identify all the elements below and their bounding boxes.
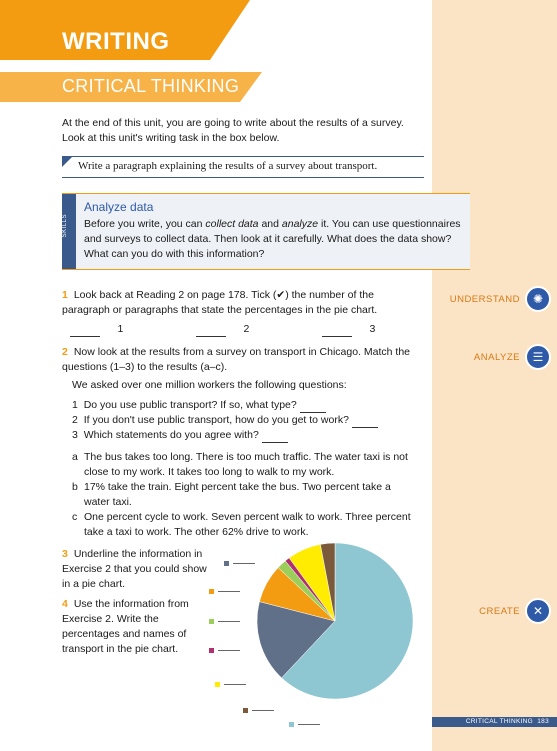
exercise-1 bbox=[62, 288, 422, 318]
question-text: Do you use public transport? If so, what type? bbox=[83, 399, 297, 411]
legend-swatch bbox=[215, 682, 220, 687]
tab-label: ANALYZE bbox=[473, 351, 520, 363]
tab-label: UNDERSTAND bbox=[449, 293, 520, 305]
survey-lead: We asked over one million workers the following questions: bbox=[72, 379, 347, 391]
exercise-1-options bbox=[70, 322, 430, 337]
pie-chart bbox=[255, 541, 415, 701]
exercise-text: Use the information from Exercise 2. Write the percentages and names of transport in the pie chart. bbox=[62, 598, 189, 655]
legend-blank[interactable] bbox=[218, 650, 240, 651]
option-label: 2 bbox=[243, 323, 250, 335]
survey-result bbox=[72, 450, 422, 480]
tick-blank[interactable] bbox=[196, 336, 226, 337]
question-number: 2 bbox=[72, 414, 78, 426]
skills-tab bbox=[62, 194, 76, 269]
exercise-number: 4 bbox=[62, 598, 68, 610]
legend-entry bbox=[224, 561, 255, 566]
margin-column bbox=[432, 0, 557, 751]
legend-entry bbox=[209, 648, 240, 653]
tab-analyze[interactable] bbox=[474, 345, 557, 369]
result-letter: c bbox=[72, 511, 78, 523]
question-number: 1 bbox=[72, 399, 78, 411]
exercise-text: Look back at Reading 2 on page 178. Tick (✔) the number of the paragraph or paragraphs that state the percentages in the pie chart. bbox=[62, 289, 378, 316]
option-label: 3 bbox=[369, 323, 376, 335]
triangle-marker-icon bbox=[62, 157, 72, 167]
subsection-title: CRITICAL THINKING bbox=[62, 76, 240, 96]
result-text: 17% take the train. Eight percent take the bus. Two percent take a water taxi. bbox=[84, 481, 391, 508]
exercise-number: 3 bbox=[62, 548, 68, 560]
legend-entry bbox=[209, 589, 240, 594]
question-number: 3 bbox=[72, 429, 78, 441]
legend-entry bbox=[289, 722, 320, 727]
skills-label: SKILLS bbox=[62, 214, 68, 238]
answer-blank[interactable] bbox=[262, 442, 288, 443]
skills-term-analyze: analyze bbox=[281, 218, 319, 230]
skills-body bbox=[84, 217, 462, 262]
tab-label: CREATE bbox=[479, 605, 520, 617]
brain-icon: ✺ bbox=[525, 286, 551, 312]
survey-result bbox=[72, 510, 424, 540]
legend-swatch bbox=[243, 708, 248, 713]
exercise-4 bbox=[62, 597, 212, 657]
footer-section: CRITICAL THINKING bbox=[465, 718, 534, 725]
result-text: The bus takes too long. There is too much traffic. The water taxi is not close to my work. It takes too long to walk to my work. bbox=[84, 451, 408, 478]
legend-blank[interactable] bbox=[252, 710, 274, 711]
skills-text: Before you write, you can bbox=[84, 218, 206, 230]
skills-text: it. You can use questionnaires and surveys to collect data. Then look at it carefully. What does the data show? What can you do with this information? bbox=[84, 218, 461, 260]
legend-blank[interactable] bbox=[218, 621, 240, 622]
exercise-text: Now look at the results from a survey on transport in Chicago. Match the questions (1–3) to the results (a–c). bbox=[62, 346, 410, 373]
survey-result bbox=[72, 480, 412, 510]
skills-box bbox=[62, 193, 470, 270]
survey-question bbox=[72, 398, 422, 413]
tab-create[interactable] bbox=[479, 599, 557, 623]
legend-blank[interactable] bbox=[224, 684, 246, 685]
legend-swatch bbox=[224, 561, 229, 566]
writing-task-text: Write a paragraph explaining the results of a survey about transport. bbox=[78, 160, 378, 172]
intro-paragraph: At the end of this unit, you are going to write about the results of a survey. Look at this unit's writing task in the box below. bbox=[62, 117, 404, 144]
legend-blank[interactable] bbox=[218, 591, 240, 592]
option-label: 1 bbox=[117, 323, 124, 335]
legend-swatch bbox=[289, 722, 294, 727]
writing-task-box bbox=[62, 156, 424, 178]
tick-blank[interactable] bbox=[322, 336, 352, 337]
survey-question bbox=[72, 413, 422, 428]
option-2 bbox=[196, 322, 322, 337]
document-analyze-icon: ☰ bbox=[525, 344, 551, 370]
skills-term-collect: collect data bbox=[205, 218, 259, 230]
exercise-3 bbox=[62, 547, 212, 592]
footer bbox=[466, 717, 549, 727]
section-title: WRITING bbox=[62, 28, 170, 55]
question-text: Which statements do you agree with? bbox=[83, 429, 259, 441]
page-number: 183 bbox=[537, 718, 549, 725]
legend-swatch bbox=[209, 648, 214, 653]
skills-heading: Analyze data bbox=[84, 200, 154, 214]
legend-swatch bbox=[209, 619, 214, 624]
legend-entry bbox=[215, 682, 246, 687]
tab-understand[interactable] bbox=[450, 287, 557, 311]
question-text: If you don't use public transport, how do you get to work? bbox=[83, 414, 349, 426]
legend-blank[interactable] bbox=[233, 563, 255, 564]
option-1 bbox=[70, 322, 196, 337]
tick-blank[interactable] bbox=[70, 336, 100, 337]
exercise-number: 1 bbox=[62, 289, 68, 301]
legend-swatch bbox=[209, 589, 214, 594]
exercise-2 bbox=[62, 345, 422, 375]
skills-text: and bbox=[258, 218, 282, 230]
result-text: One percent cycle to work. Seven percent walk to work. Three percent take a taxi to work. The other 62% drive to work. bbox=[84, 511, 411, 538]
result-letter: b bbox=[72, 481, 78, 493]
survey-question bbox=[72, 428, 422, 443]
option-3 bbox=[322, 322, 375, 337]
legend-entry bbox=[209, 619, 240, 624]
exercise-number: 2 bbox=[62, 346, 68, 358]
legend-blank[interactable] bbox=[298, 724, 320, 725]
exercise-text: Underline the information in Exercise 2 that you could show in a pie chart. bbox=[62, 548, 207, 590]
tools-icon: ✕ bbox=[525, 598, 551, 624]
legend-entry bbox=[243, 708, 274, 713]
result-letter: a bbox=[72, 451, 78, 463]
